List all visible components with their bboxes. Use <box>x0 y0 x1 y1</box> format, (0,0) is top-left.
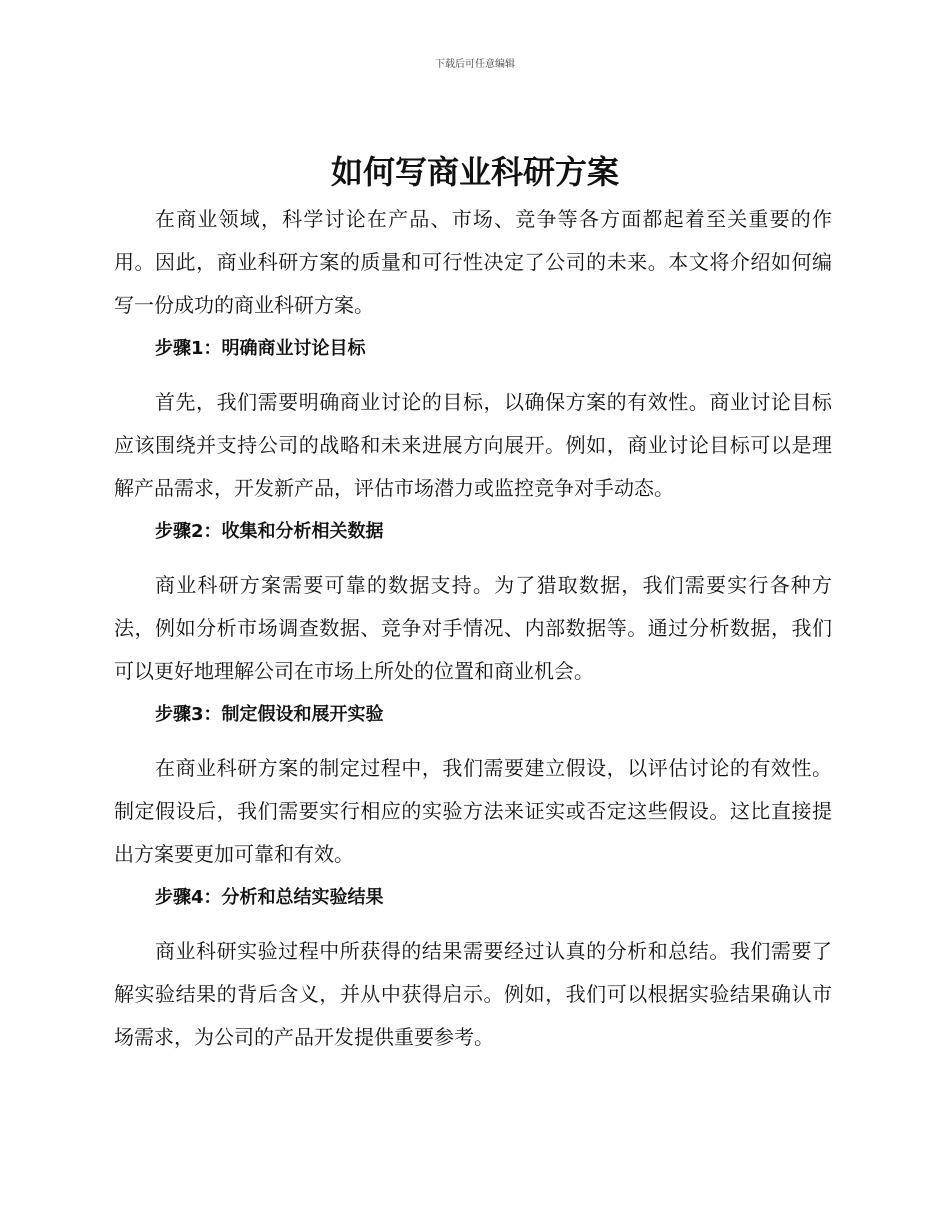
step-1-heading: 步骤1：明确商业讨论目标 <box>155 338 366 359</box>
page-header: 下载后可任意编辑 <box>435 59 515 70</box>
step-2-paragraph: 商业科研方案需要可靠的数据支持。为了猎取数据，我们需要实行各种方法，例如分析市场调查数据、竞争对手情况、内部数据等。通过分析数据，我们可以更好地理解公司在市场上所处的位置和商业机会。 <box>114 573 832 683</box>
intro-paragraph: 在商业领域，科学讨论在产品、市场、竞争等各方面都起着至关重要的作用。因此，商业科研方案的质量和可行性决定了公司的未来。本文将介绍如何编写一份成功的商业科研方案。 <box>114 207 832 317</box>
step-3-heading: 步骤3：制定假设和展开实验 <box>155 704 384 725</box>
step-4-heading: 步骤4：分析和总结实验结果 <box>155 887 384 908</box>
document-title: 如何写商业科研方案 <box>330 153 619 191</box>
step-1-paragraph: 首先，我们需要明确商业讨论的目标，以确保方案的有效性。商业讨论目标应该围绕并支持公司的战略和未来进展方向展开。例如，商业讨论目标可以是理解产品需求，开发新产品，评估市场潜力或监控竞争对手动态。 <box>114 390 832 500</box>
step-4-paragraph: 商业科研实验过程中所获得的结果需要经过认真的分析和总结。我们需要了解实验结果的背后含义，并从中获得启示。例如，我们可以根据实验结果确认市场需求，为公司的产品开发提供重要参考。 <box>114 939 832 1049</box>
step-3-paragraph: 在商业科研方案的制定过程中，我们需要建立假设，以评估讨论的有效性。制定假设后，我们需要实行相应的实验方法来证实或否定这些假设。这比直接提出方案要更加可靠和有效。 <box>114 756 832 866</box>
step-2-heading: 步骤2：收集和分析相关数据 <box>155 521 384 542</box>
document-body <box>114 198 832 1069</box>
